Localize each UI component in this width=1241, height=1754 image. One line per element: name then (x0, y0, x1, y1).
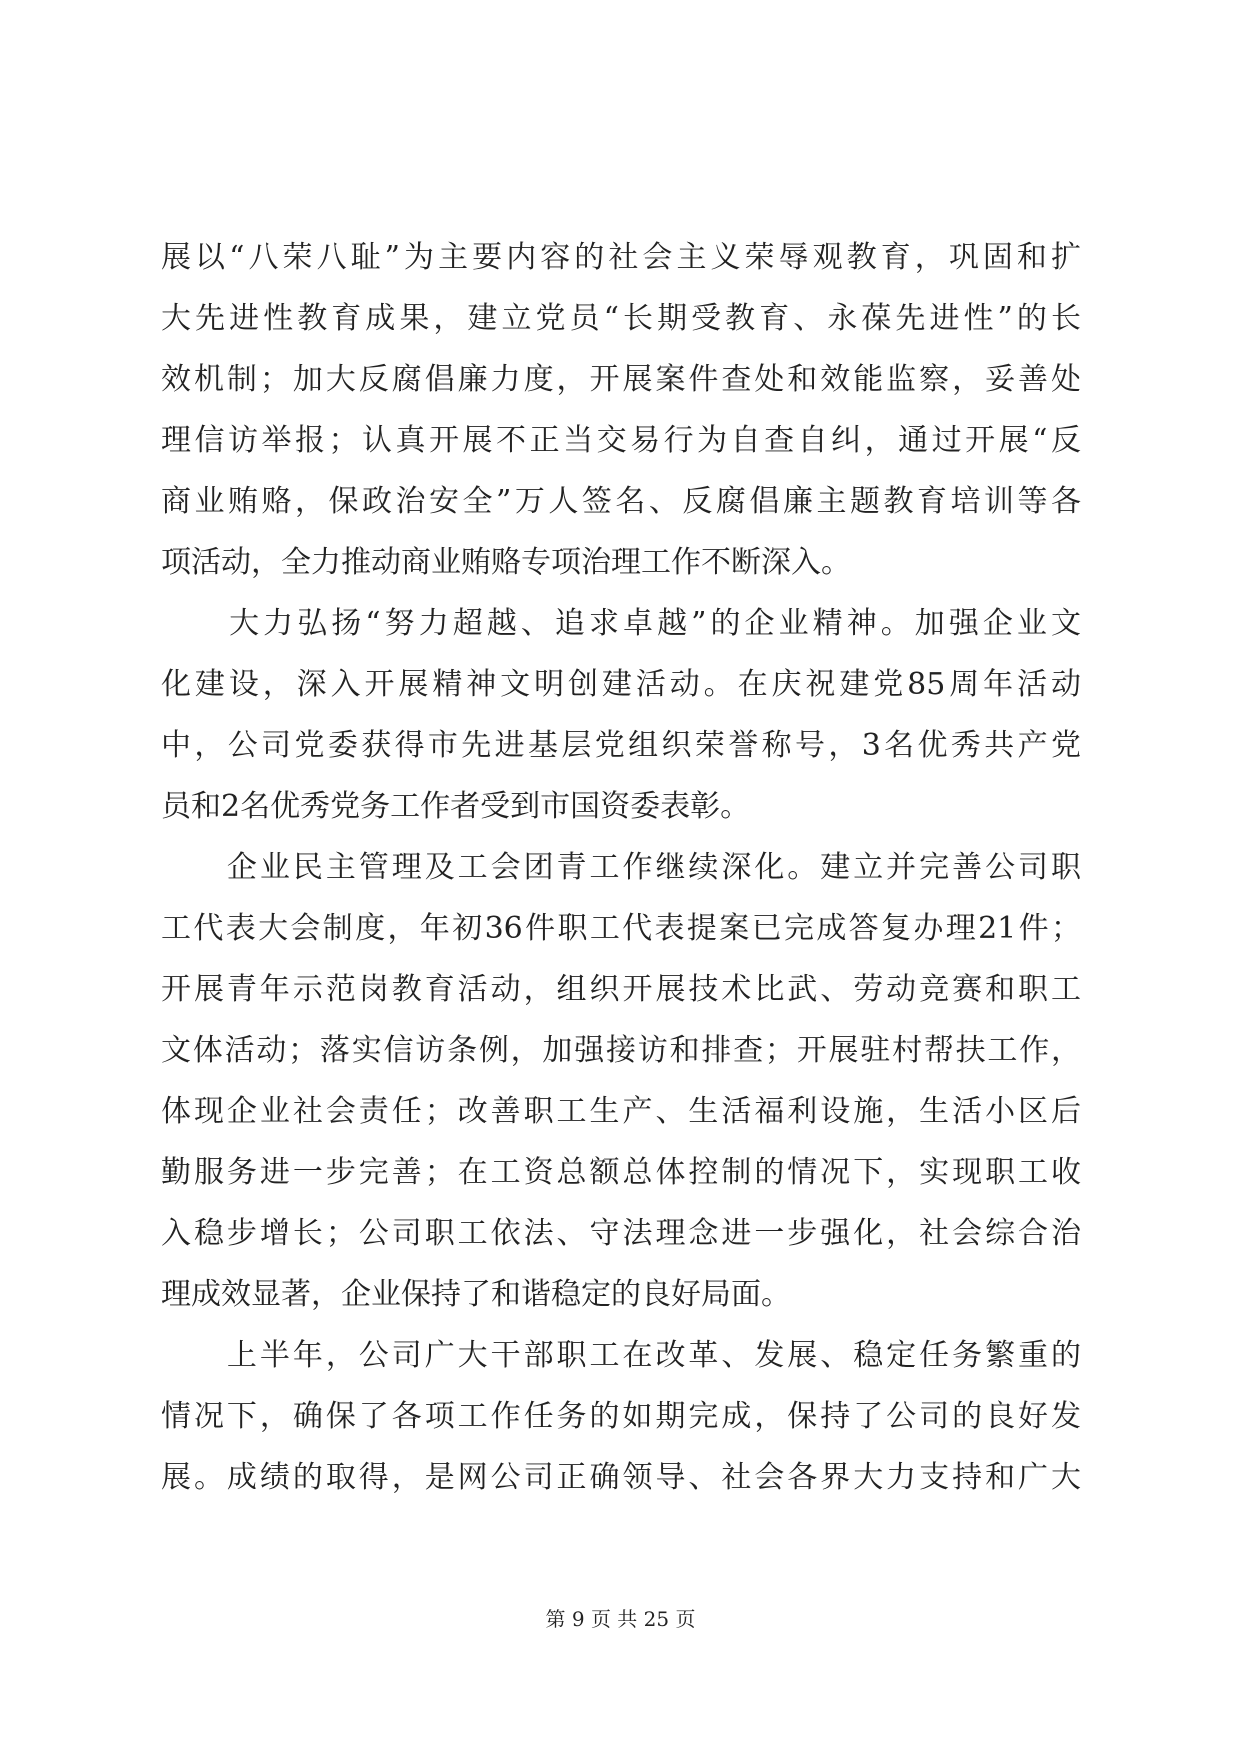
body-text (161, 227, 1081, 1508)
text-line: 展以“八荣八耻”为主要内容的社会主义荣辱观教育，巩固和扩 (161, 240, 1081, 275)
text-line: 企业民主管理及工会团青工作继续深化。建立并完善公司职 (161, 850, 1081, 885)
text-line: 项活动，全力推动商业贿赂专项治理工作不断深入。 (161, 545, 851, 580)
text-line: 勤服务进一步完善；在工资总额总体控制的情况下，实现职工收 (161, 1155, 1081, 1190)
text-line: 大力弘扬“努力超越、追求卓越”的企业精神。加强企业文 (161, 606, 1081, 641)
text-line: 理成效显著，企业保持了和谐稳定的良好局面。 (161, 1277, 791, 1312)
text-line: 文体活动；落实信访条例，加强接访和排查；开展驻村帮扶工作， (161, 1033, 1081, 1068)
text-line: 入稳步增长；公司职工依法、守法理念进一步强化，社会综合治 (161, 1216, 1081, 1251)
text-line: 员和2名优秀党务工作者受到市国资委表彰。 (161, 789, 751, 824)
text-line: 开展青年示范岗教育活动，组织开展技术比武、劳动竞赛和职工 (161, 972, 1081, 1007)
text-line: 展。成绩的取得，是网公司正确领导、社会各界大力支持和广大 (161, 1460, 1081, 1495)
text-line: 中，公司党委获得市先进基层党组织荣誉称号，3名优秀共产党 (161, 728, 1081, 763)
text-line: 效机制；加大反腐倡廉力度，开展案件查处和效能监察，妥善处 (161, 362, 1081, 397)
text-line: 工代表大会制度，年初36件职工代表提案已完成答复办理21件； (161, 911, 1081, 946)
text-line: 体现企业社会责任；改善职工生产、生活福利设施，生活小区后 (161, 1094, 1081, 1129)
text-line: 情况下，确保了各项工作任务的如期完成，保持了公司的良好发 (161, 1399, 1081, 1434)
page-footer: 第 9 页 共 25 页 (545, 1607, 696, 1631)
text-line: 化建设，深入开展精神文明创建活动。在庆祝建党85周年活动 (161, 667, 1081, 702)
text-line: 理信访举报；认真开展不正当交易行为自查自纠，通过开展“反 (161, 423, 1081, 458)
text-line: 商业贿赂，保政治安全”万人签名、反腐倡廉主题教育培训等各 (161, 484, 1081, 519)
text-line: 大先进性教育成果，建立党员“长期受教育、永葆先进性”的长 (161, 301, 1081, 336)
text-line: 上半年，公司广大干部职工在改革、发展、稳定任务繁重的 (161, 1338, 1081, 1373)
